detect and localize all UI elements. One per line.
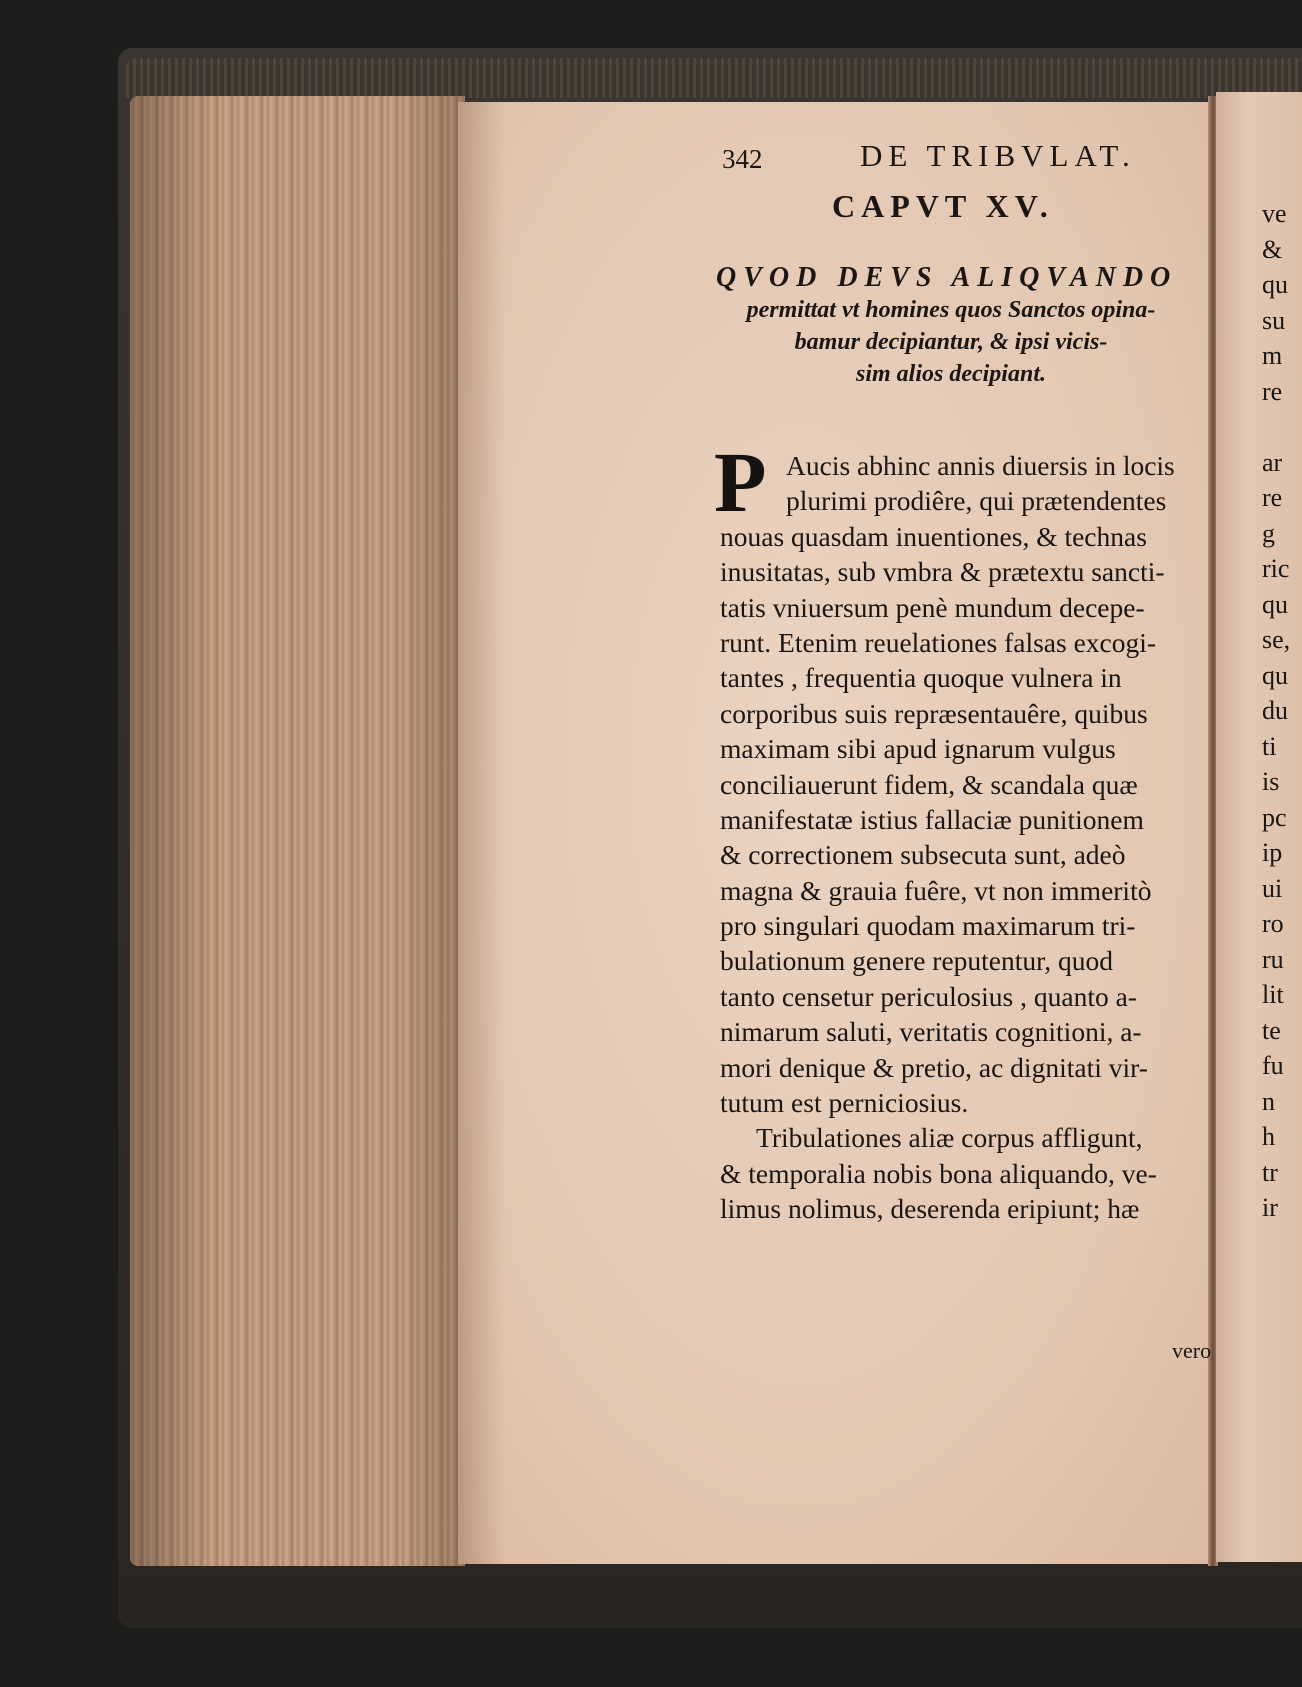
facing-line: ip [1262,838,1283,867]
facing-line: h [1262,1122,1275,1151]
facing-line: ru [1262,944,1284,974]
text-line: pro singulari quodam maximarum tri- [720,910,1136,942]
text-line: & temporalia nobis bona aliquando, ve- [720,1157,1157,1189]
facing-line: qu [1262,660,1288,690]
facing-line: re [1262,376,1283,406]
text-line: nimarum saluti, veritatis cognitioni, a- [720,1016,1142,1048]
facing-line: n [1262,1086,1275,1116]
facing-line: is [1262,767,1280,796]
text-line: magna & grauia fuêre, vt non immeritò [720,874,1152,906]
facing-line: ir [1262,1193,1278,1222]
book-headband [126,58,1302,98]
text-line: Tribulationes aliæ corpus affligunt, [756,1122,1143,1154]
text-line: conciliauerunt fidem, & scandala quæ [720,768,1138,800]
running-head: DE TRIBVLAT. [860,138,1136,173]
text-line: Aucis abhinc annis diuersis in locis [786,450,1175,481]
facing-line: qu [1262,589,1288,619]
text-line: manifestatæ istius fallaciæ punitionem [720,803,1144,835]
text-line: & correctionem subsecuta sunt, adeò [720,839,1126,871]
facing-line: te [1262,1015,1281,1045]
chapter-heading: CAPVT XV. [832,188,1054,224]
facing-line: qu [1262,270,1288,299]
text-line: runt. Etenim reuelationes falsas excogi- [720,626,1157,658]
text-line: bulationum genere reputentur, quod [720,945,1113,977]
facing-line [1262,409,1302,445]
facing-line: ric [1262,554,1290,583]
text-line: limus nolimus, deserenda eripiunt; hæ [720,1193,1140,1225]
facing-line: se, [1262,625,1291,654]
text-line: nouas quasdam inuentiones, & technas [720,520,1147,552]
summary-line: bamur decipiantur, & ipsi vicis- [794,329,1108,355]
facing-line: tr [1262,1157,1278,1187]
page-block-edges [130,96,465,1566]
body-text [714,434,1210,1227]
facing-line: & [1262,234,1283,264]
summary-line: QVOD DEVS ALIQVANDO [716,262,1178,293]
text-line: corporibus suis repræsentauêre, quibus [720,697,1148,729]
facing-line: g [1262,518,1275,548]
summary-line: permittat vt homines quos Sanctos opina- [746,297,1156,323]
facing-line: ui [1262,873,1283,903]
facing-line: ar [1262,447,1283,477]
facing-page-text [1262,196,1302,1226]
facing-line: ve [1262,199,1287,228]
facing-line: lit [1262,980,1284,1009]
facing-line: re [1262,483,1283,512]
catchword: vero [1172,1338,1212,1363]
chapter-summary [716,262,1186,390]
text-line: tatis vniuersum penè mundum decepe- [720,591,1145,623]
facing-line: su [1262,305,1286,335]
facing-line: m [1262,341,1283,370]
facing-line: ti [1262,731,1277,761]
text-line: tanto censetur periculosius , quanto a- [720,980,1137,1012]
text-line: inusitatas, sub vmbra & prætextu sancti- [720,556,1165,588]
text-line: maximam sibi apud ignarum vulgus [720,733,1116,765]
facing-line: du [1262,696,1288,725]
text-line: tantes , frequentia quoque vulnera in [720,662,1122,694]
text-line: mori denique & pretio, ac dignitati vir- [720,1051,1148,1083]
page-header [722,138,1182,188]
facing-line: fu [1262,1051,1284,1080]
page-number: 342 [722,144,763,174]
text-line: tutum est perniciosius. [720,1087,969,1119]
facing-line: pc [1262,802,1287,832]
facing-line: ro [1262,909,1284,938]
drop-capital: P [714,434,767,530]
text-line: plurimi prodiêre, qui prætendentes [786,485,1167,517]
summary-line: sim alios decipiant. [855,361,1046,387]
